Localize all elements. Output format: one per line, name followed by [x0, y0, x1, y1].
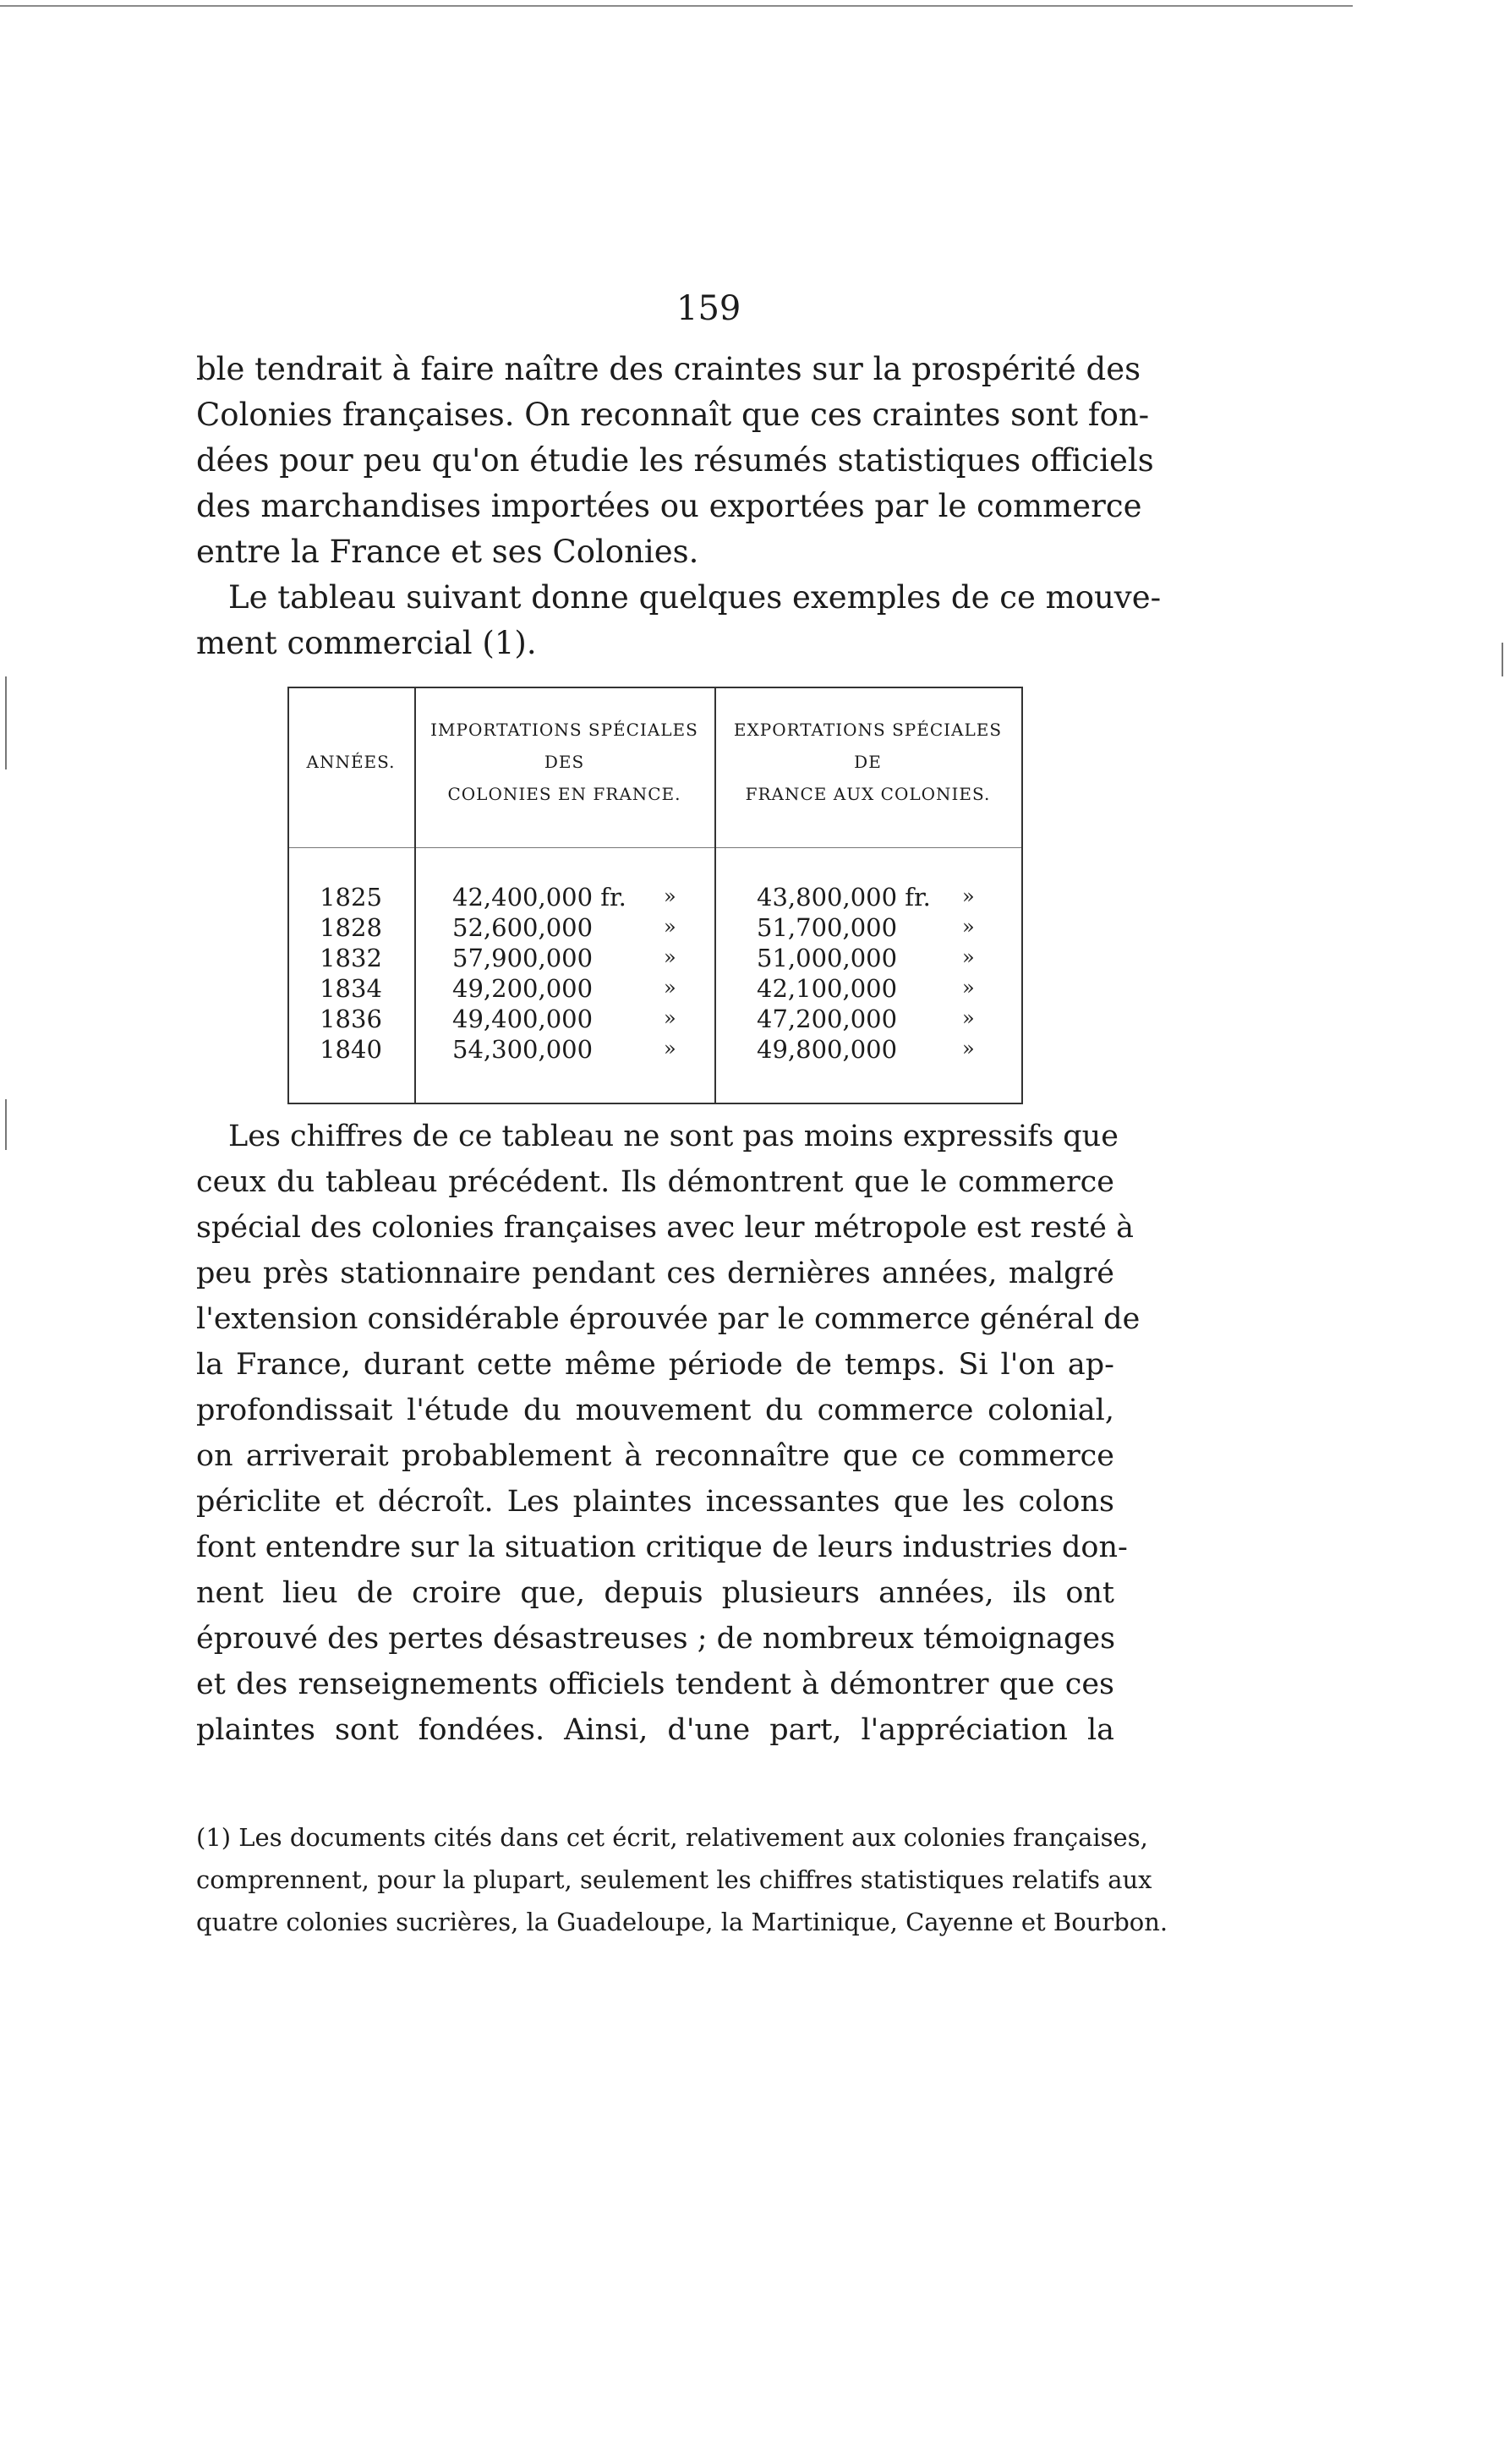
cell-imports-mark: »: [664, 884, 676, 908]
text-line: ble tendrait à faire naître des craintes sur la prospérité des: [196, 351, 1141, 387]
cell-imports-mark: »: [664, 1006, 676, 1030]
cell-imports: 49,200,000: [452, 974, 594, 1003]
cell-exports-mark: »: [962, 945, 975, 969]
text-line: nent lieu de croire que, depuis plusieurs années, ils ont: [196, 1576, 1114, 1610]
cell-exports: 42,100,000: [757, 974, 898, 1003]
text-line: entre la France et ses Colonies.: [196, 534, 699, 570]
table-rule-right: [1021, 687, 1023, 1104]
cell-exports: 43,800,000 fr.: [757, 883, 931, 912]
table-rule-header: [287, 847, 1023, 848]
cell-imports-mark: »: [664, 976, 676, 999]
text-line: dées pour peu qu'on étudie les résumés statistiques officiels: [196, 442, 1154, 479]
text-line: Colonies françaises. On reconnaît que ces craintes sont fon-: [196, 397, 1150, 433]
text-line: font entendre sur la situation critique de leurs industries don-: [196, 1530, 1128, 1564]
footnote-line: (1) Les documents cités dans cet écrit, relativement aux colonies françaises,: [196, 1823, 1148, 1852]
cell-imports-mark: »: [664, 945, 676, 969]
text-line: Le tableau suivant donne quelques exemples de ce mouve-: [228, 579, 1162, 616]
text-line: éprouvé des pertes désastreuses ; de nombreux témoignages: [196, 1622, 1116, 1656]
cell-imports: 54,300,000: [452, 1035, 594, 1064]
header-imports-line: IMPORTATIONS SPÉCIALES: [430, 720, 698, 740]
header-exports-line: DE: [854, 752, 882, 772]
text-line: et des renseignements officiels tendent à démontrer que ces: [196, 1667, 1114, 1701]
cell-imports-mark: »: [664, 1037, 676, 1060]
margin-mark: [5, 1099, 7, 1150]
footnote-line: comprennent, pour la plupart, seulement les chiffres statistiques relatifs aux: [196, 1865, 1152, 1894]
cell-imports: 49,400,000: [452, 1005, 594, 1033]
cell-year: 1834: [320, 974, 382, 1003]
text-line: l'extension considérable éprouvée par le commerce général de: [196, 1302, 1141, 1336]
footnote: [196, 1816, 1168, 1943]
page-number: 159: [676, 289, 741, 328]
cell-year: 1832: [320, 944, 382, 972]
header-exports-line: FRANCE AUX COLONIES.: [745, 784, 991, 804]
margin-mark: [1502, 643, 1503, 676]
cell-exports: 49,800,000: [757, 1035, 898, 1064]
text-line: plaintes sont fondées. Ainsi, d'une part, l'appréciation la: [196, 1713, 1114, 1747]
cell-exports-mark: »: [962, 1037, 975, 1060]
paragraph-intro: [196, 347, 1162, 666]
header-exports: [714, 714, 1021, 810]
header-imports-line: DES: [544, 752, 585, 772]
text-line: ment commercial (1).: [196, 625, 537, 661]
cell-exports-mark: »: [962, 976, 975, 999]
header-imports-line: COLONIES EN FRANCE.: [447, 784, 681, 804]
cell-exports-mark: »: [962, 915, 975, 939]
table-rule-top: [287, 687, 1023, 688]
text-line: des marchandises importées ou exportées par le commerce: [196, 488, 1142, 524]
cell-year: 1825: [320, 883, 382, 912]
text-line: la France, durant cette même période de temps. Si l'on ap-: [196, 1348, 1114, 1382]
text-line: ceux du tableau précédent. Ils démontrent que le commerce: [196, 1165, 1114, 1199]
cell-exports-mark: »: [962, 884, 975, 908]
cell-exports: 47,200,000: [757, 1005, 898, 1033]
cell-year: 1828: [320, 913, 382, 942]
cell-imports: 57,900,000: [452, 944, 594, 972]
text-line: Les chiffres de ce tableau ne sont pas moins expressifs que: [228, 1120, 1119, 1153]
cell-exports: 51,000,000: [757, 944, 898, 972]
text-line: peu près stationnaire pendant ces dernières années, malgré: [196, 1257, 1114, 1290]
cell-year: 1836: [320, 1005, 382, 1033]
text-line: on arriverait probablement à reconnaître que ce commerce: [196, 1439, 1114, 1473]
cell-exports: 51,700,000: [757, 913, 898, 942]
cell-year: 1840: [320, 1035, 382, 1064]
table-rule-bottom: [287, 1103, 1023, 1104]
header-years: ANNÉES.: [306, 752, 396, 772]
header-exports-line: EXPORTATIONS SPÉCIALES: [733, 720, 1003, 740]
cell-imports: 42,400,000 fr.: [452, 883, 626, 912]
trade-table: [287, 687, 1023, 1105]
cell-exports-mark: »: [962, 1006, 975, 1030]
text-line: périclite et décroît. Les plaintes incessantes que les colons: [196, 1485, 1114, 1519]
footnote-line: quatre colonies sucrières, la Guadeloupe, la Martinique, Cayenne et Bourbon.: [196, 1908, 1168, 1936]
text-line: spécial des colonies françaises avec leur métropole est resté à: [196, 1211, 1134, 1245]
margin-mark: [5, 676, 7, 769]
cell-imports: 52,600,000: [452, 913, 594, 942]
header-imports: [414, 714, 714, 810]
text-line: profondissait l'étude du mouvement du commerce colonial,: [196, 1394, 1114, 1427]
scan-border-line: [0, 5, 1353, 7]
paragraph-analysis: [196, 1114, 1141, 1753]
cell-imports-mark: »: [664, 915, 676, 939]
